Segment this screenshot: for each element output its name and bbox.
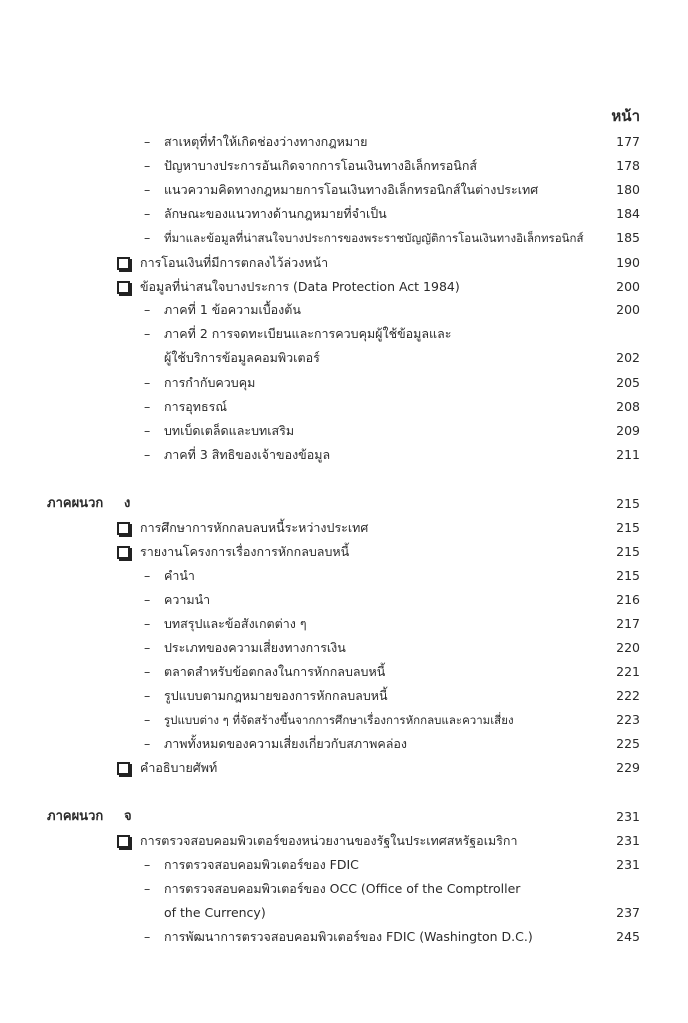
checkbox-bullet-icon [117, 522, 130, 535]
dash-bullet-icon: – [144, 326, 151, 341]
checkbox-bullet-icon [117, 762, 130, 775]
entry-page: 231 [616, 809, 640, 824]
toc-entry [0, 831, 688, 855]
toc-entry [0, 445, 688, 469]
dash-bullet-icon: – [144, 158, 151, 173]
toc-entry [0, 132, 688, 156]
entry-text: การอุทธรณ์ [164, 399, 227, 414]
toc-entry [0, 566, 688, 590]
dash-bullet-icon: – [144, 206, 151, 221]
entry-text: คำนำ [164, 568, 195, 583]
entry-text: รูปแบบต่าง ๆ ที่จัดสร้างขึ้นจากการศึกษาเรื่องการหักกลบและความเสี่ยง [164, 713, 514, 727]
entry-page: 229 [616, 760, 640, 775]
page-column-header: หน้า [611, 107, 640, 125]
entry-page: 184 [616, 206, 640, 221]
entry-text: การพัฒนาการตรวจสอบคอมพิวเตอร์ของ FDIC (Washington D.C.) [164, 929, 533, 944]
appendix-letter: จ [124, 809, 132, 824]
toc-entry [0, 253, 688, 277]
toc-entry [0, 855, 688, 879]
toc-entry [0, 903, 688, 927]
appendix-letter: ง [124, 496, 131, 511]
toc-entry [0, 686, 688, 710]
entry-page: 231 [616, 833, 640, 848]
toc-entry [0, 421, 688, 445]
entry-text: การตรวจสอบคอมพิวเตอร์ของ FDIC [164, 857, 359, 872]
dash-bullet-icon: – [144, 447, 151, 462]
entry-text: ตลาดสำหรับข้อตกลงในการหักกลบลบหนี้ [164, 664, 386, 679]
checkbox-bullet-icon [117, 835, 130, 848]
toc-entry [0, 300, 688, 324]
toc-entry [0, 758, 688, 782]
toc-entry [0, 348, 688, 372]
entry-page: 190 [616, 255, 640, 270]
entry-text: ประเภทของความเสี่ยงทางการเงิน [164, 640, 346, 655]
entry-text: รูปแบบตามกฎหมายของการหักกลบลบหนี้ [164, 688, 388, 703]
dash-bullet-icon: – [144, 736, 151, 751]
entry-page: 211 [616, 447, 640, 462]
toc-entry [0, 277, 688, 301]
dash-bullet-icon: – [144, 857, 151, 872]
toc-entry [0, 710, 688, 734]
checkbox-bullet-icon [117, 281, 130, 294]
entry-text: ความนำ [164, 592, 211, 607]
dash-bullet-icon: – [144, 568, 151, 583]
toc-entry [0, 638, 688, 662]
toc-entry [0, 542, 688, 566]
dash-bullet-icon: – [144, 664, 151, 679]
entry-text: บทสรุปและข้อสังเกตต่าง ๆ [164, 616, 307, 631]
entry-page: 223 [616, 712, 640, 727]
entry-page: 215 [616, 496, 640, 511]
entry-text: ลักษณะของแนวทางด้านกฎหมายที่จำเป็น [164, 206, 387, 221]
dash-bullet-icon: – [144, 929, 151, 944]
entry-text: ภาพทั้งหมดของความเสี่ยงเกี่ยวกับสภาพคล่อง [164, 736, 408, 751]
toc-entry [0, 397, 688, 421]
entry-page: 245 [616, 929, 640, 944]
entry-text: การโอนเงินที่มีการตกลงไว้ล่วงหน้า [140, 255, 329, 270]
entry-text: ผู้ใช้บริการข้อมูลคอมพิวเตอร์ [164, 350, 320, 365]
entry-page: 208 [616, 399, 640, 414]
dash-bullet-icon: – [144, 230, 151, 245]
entry-text: ปัญหาบางประการอันเกิดจากการโอนเงินทางอิเล็กทรอนิกส์ [164, 158, 478, 173]
entry-page: 216 [616, 592, 640, 607]
entry-page: 180 [616, 182, 640, 197]
toc-entry [0, 518, 688, 542]
toc-entry [0, 734, 688, 758]
entry-text: การกำกับควบคุม [164, 375, 256, 390]
checkbox-bullet-icon [117, 546, 130, 559]
toc-entry [0, 879, 688, 903]
entry-page: 205 [616, 375, 640, 390]
toc-entry [0, 373, 688, 397]
entry-text: ภาคที่ 2 การจดทะเบียนและการควบคุมผู้ใช้ข้อมูลและ [164, 326, 452, 341]
toc-entry [0, 156, 688, 180]
entry-page: 217 [616, 616, 640, 631]
dash-bullet-icon: – [144, 712, 151, 727]
entry-page: 200 [616, 302, 640, 317]
toc-entry [0, 180, 688, 204]
dash-bullet-icon: – [144, 302, 151, 317]
dash-bullet-icon: – [144, 640, 151, 655]
dash-bullet-icon: – [144, 399, 151, 414]
entry-page: 177 [616, 134, 640, 149]
appendix-label: ภาคผนวก [47, 809, 104, 824]
entry-page: 231 [616, 857, 640, 872]
entry-page: 200 [616, 279, 640, 294]
dash-bullet-icon: – [144, 616, 151, 631]
entry-page: 209 [616, 423, 640, 438]
entry-text: สาเหตุที่ทำให้เกิดช่องว่างทางกฎหมาย [164, 134, 368, 149]
dash-bullet-icon: – [144, 134, 151, 149]
entry-text: รายงานโครงการเรื่องการหักกลบลบหนี้ [140, 544, 350, 559]
appendix-heading [0, 807, 688, 831]
entry-page: 221 [616, 664, 640, 679]
toc-entry [0, 614, 688, 638]
entry-page: 237 [616, 905, 640, 920]
toc-entry [0, 927, 688, 951]
toc-entry [0, 324, 688, 348]
entry-page: 215 [616, 520, 640, 535]
dash-bullet-icon: – [144, 688, 151, 703]
dash-bullet-icon: – [144, 182, 151, 197]
entry-text: การตรวจสอบคอมพิวเตอร์ของหน่วยงานของรัฐในประเทศสหรัฐอเมริกา [140, 833, 518, 848]
toc-entry [0, 204, 688, 228]
entry-text: คำอธิบายศัพท์ [140, 760, 218, 775]
dash-bullet-icon: – [144, 592, 151, 607]
toc-entry [0, 662, 688, 686]
entry-text: ภาคที่ 1 ข้อความเบื้องต้น [164, 302, 301, 317]
appendix-heading [0, 494, 688, 518]
toc-entry [0, 228, 688, 252]
entry-text: ข้อมูลที่น่าสนใจบางประการ (Data Protection Act 1984) [140, 279, 460, 294]
entry-text: ที่มาและข้อมูลที่น่าสนใจบางประการของพระราชบัญญัติการโอนเงินทางอิเล็กทรอนิกส์ [164, 231, 584, 245]
entry-page: 225 [616, 736, 640, 751]
entry-page: 220 [616, 640, 640, 655]
entry-page: 222 [616, 688, 640, 703]
dash-bullet-icon: – [144, 375, 151, 390]
entry-page: 178 [616, 158, 640, 173]
dash-bullet-icon: – [144, 881, 151, 896]
entry-page: 185 [616, 230, 640, 245]
appendix-label: ภาคผนวก [47, 496, 104, 511]
entry-text: การตรวจสอบคอมพิวเตอร์ของ OCC (Office of the Comptroller [164, 881, 521, 896]
checkbox-bullet-icon [117, 257, 130, 270]
entry-text: บทเบ็ดเตล็ดและบทเสริม [164, 423, 295, 438]
toc-entry [0, 590, 688, 614]
entry-text: ภาคที่ 3 สิทธิของเจ้าของข้อมูล [164, 447, 331, 462]
entry-text: การศึกษาการหักกลบลบหนี้ระหว่างประเทศ [140, 520, 369, 535]
entry-page: 215 [616, 544, 640, 559]
dash-bullet-icon: – [144, 423, 151, 438]
entry-text: แนวความคิดทางกฎหมายการโอนเงินทางอิเล็กทรอนิกส์ในต่างประเทศ [164, 182, 539, 197]
entry-page: 202 [616, 350, 640, 365]
entry-text: of the Currency) [164, 905, 266, 920]
entry-page: 215 [616, 568, 640, 583]
